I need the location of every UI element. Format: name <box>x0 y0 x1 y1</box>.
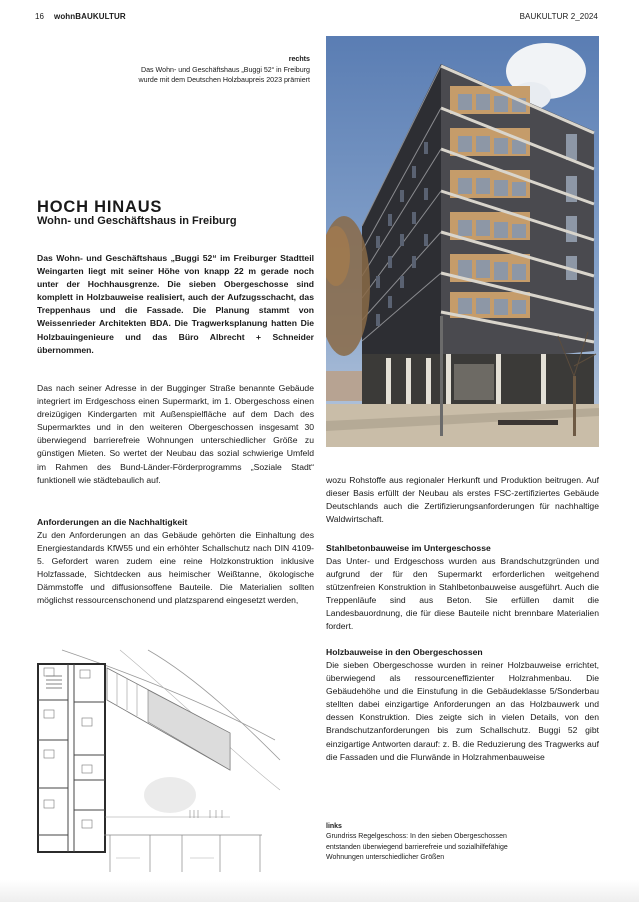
sustainability-body-part2 <box>326 474 599 526</box>
photo-caption-label: rechts <box>288 55 310 63</box>
section-heading-sustainability: Anforderungen an die Nachhaltigkeit <box>37 517 188 527</box>
floor-plan-illustration <box>30 640 300 880</box>
photo-caption <box>100 54 310 86</box>
building-photo-illustration <box>326 36 599 447</box>
building-photo <box>326 36 599 447</box>
plan-caption-line: Grundriss Regelgeschoss: In den sieben Obergeschossen <box>326 833 507 841</box>
plan-caption-line: Wohnungen unterschiedlicher Größen <box>326 854 445 862</box>
issue-label: BAUKULTUR 2_2024 <box>519 12 598 21</box>
timber-body <box>326 659 599 764</box>
section-name: wohnBAUKULTUR <box>54 12 126 21</box>
page-number: 16 <box>35 12 45 21</box>
body-paragraph: Die sieben Obergeschosse wurden in reiner Holzbauweise errichtet, überwiegend als ressourceneffizienter Holzrahmenbau. Die Gebäudehöhe und die Einstufung in die Gebäudeklasse 5/Sonderbau stellten dabei einzigartige Anforderungen an das Holzbauwerk und dessen Konstruktion. Dies zeigte sich in vielen Details, von den Brandschutzanforderungen bis zum Schallschutz. Buggi 52 gibt einzigartige Antworten darauf: z. B. die Reduzierung des Tragwerks auf die Fassaden und die Flurwände in Holzrahmenbauweise <box>326 660 599 762</box>
article-lead <box>37 252 314 357</box>
photo-caption-line: Das Wohn- und Geschäftshaus „Buggi 52“ in Freiburg <box>140 65 310 74</box>
body-paragraph: Zu den Anforderungen an das Gebäude gehörten die Einhaltung des Energiestandards KfW55 und ein erhöhter Schallschutz nach DIN 4109-5. Gefordert waren zudem eine reine Holzkonstruktion inklusive Holzfassade, Sichtdecken aus heimischer Weißtanne, ökologische Dämmstoffe und diffusionsoffene Bauteile. Die Materialien sollten möglichst ressourcenschonend und platzsparend eingesetzt werden, <box>37 530 314 606</box>
page-bottom-shadow <box>0 880 639 902</box>
concrete-body <box>326 555 599 634</box>
lead-paragraph: Das Wohn- und Geschäftshaus „Buggi 52“ im Freiburger Stadtteil Weingarten liegt mit seiner Höhe von knapp 22 m gerade noch unter der Hochhausgrenze. Die sieben Obergeschosse sind komplett in Holzbauweise realisiert, auch der Aufzugsschacht, das Treppenhaus und die Fassade. Die Planung stammt von Weissenrieder Architekten BDA. Die Tragwerksplanung hatten Die Holzbauingenieure und das Büro Albrecht + Schneider übernommen. <box>37 253 314 355</box>
section-heading-concrete: Stahlbetonbauweise im Untergeschosse <box>326 543 491 553</box>
article-subtitle: Wohn- und Geschäftshaus in Freiburg <box>37 215 237 227</box>
photo-caption-line: wurde mit dem Deutschen Holzbaupreis 2023 prämiert <box>138 76 310 85</box>
intro-body <box>37 382 314 487</box>
plan-caption <box>326 822 586 864</box>
intro-paragraph: Das nach seiner Adresse in der Bugginger Straße benannte Gebäude integriert im Erdgeschoss einen Supermarkt, im 1. Obergeschoss einen dreizügigen Kindergarten mit Außenspielfläche auf dem Dach des Supermarktes und in den weiteren Obergeschossen insgesamt 30 überwiegend barrierefreie Wohnungen unterschiedlicher Größe zu günstigen Mieten. So wertet der Neubau das sozial schwierige Umfeld im Rahmen des Bund-Länder-Förderprogramms „Soziale Stadt“ funktionell wie städtebaulich auf. <box>37 383 314 485</box>
plan-caption-line: entstanden überwiegend barrierefreie und sozialhilfefähige <box>326 843 508 851</box>
body-paragraph: wozu Rohstoffe aus regionaler Herkunft und Produktion beitrugen. Auf dieser Basis erfüllt der Neubau als erstes FSC-zertifiziertes Gebäude Deutschlands auch die Zertifizierungsanforderungen für nachhaltige Waldwirtschaft. <box>326 475 599 525</box>
floor-plan-drawing <box>30 640 300 880</box>
plan-caption-label: links <box>326 823 342 830</box>
body-paragraph: Das Unter- und Erdgeschoss wurden aus Brandschutzgründen und aufgrund der für den Supermarkt erforderlichen weitgehend stützenfreien Konstruktion in Stahlbetonbauweise ausgeführt. Auch die Treppenläufe sind aus Beton. Sie erfüllen damit die Landesbauordnung, die für diese Bauteile nicht brennbare Materialien fordert. <box>326 556 599 632</box>
sustainability-body-part1 <box>37 529 314 608</box>
section-heading-timber: Holzbauweise in den Obergeschossen <box>326 647 483 657</box>
article-title: HOCH HINAUS <box>37 198 163 216</box>
